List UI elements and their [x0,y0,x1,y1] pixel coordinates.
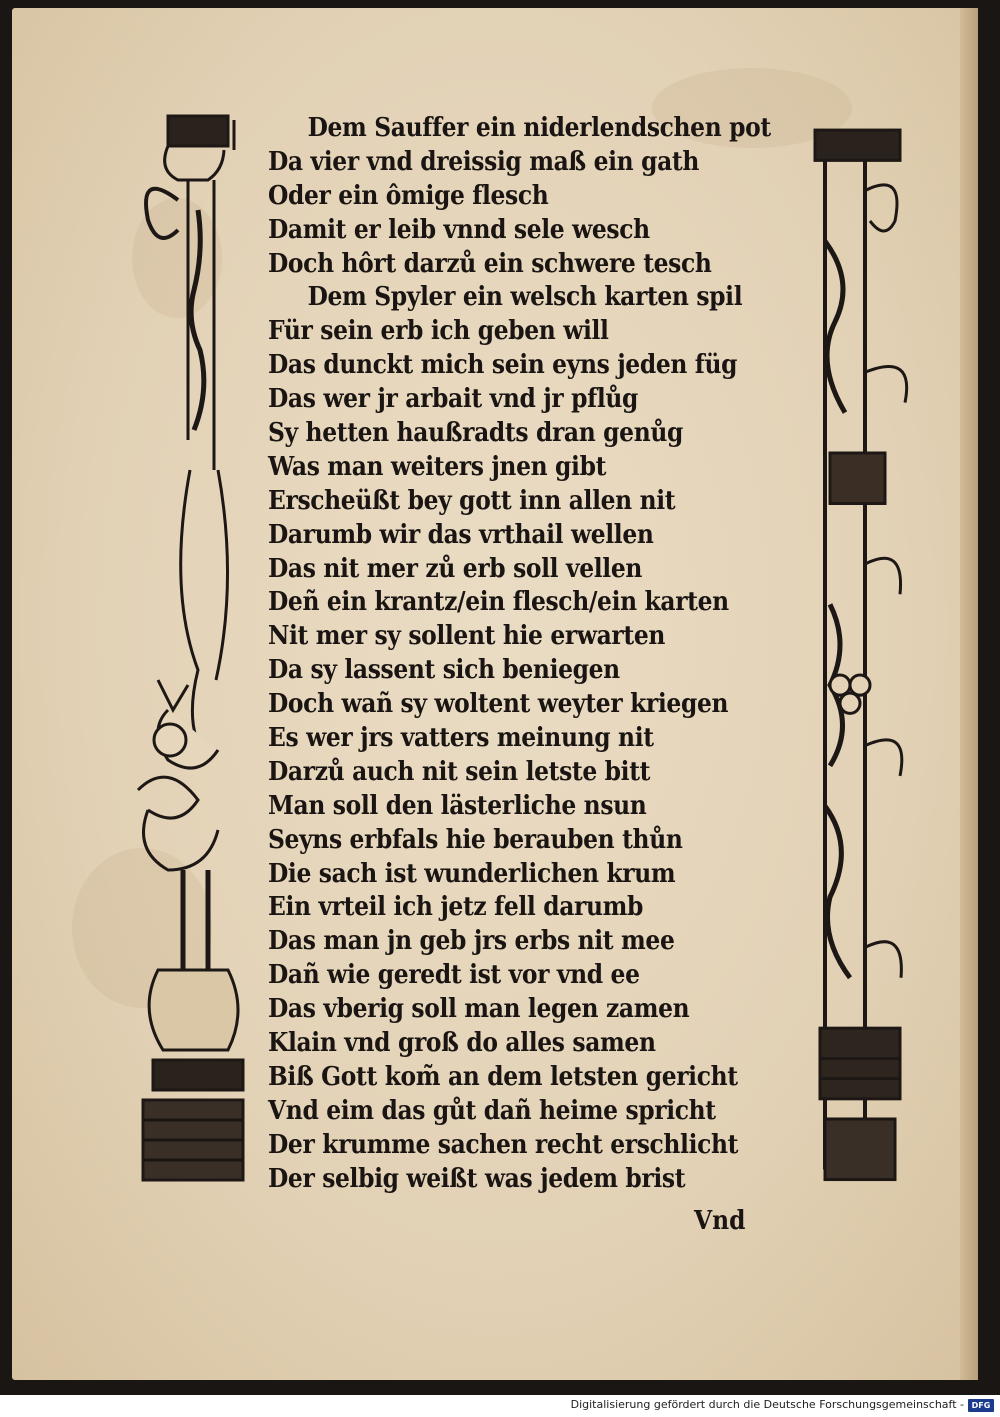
verse-line: Der selbig weißt was jedem brist [268,1163,686,1194]
right-woodcut-column [805,120,915,1230]
left-column-illustration [128,110,248,1220]
verse-line: Man soll den lästerliche nsun [268,790,647,821]
verse-line: Doch wañ sy woltent weyter kriegen [268,689,729,720]
verse-line: Dem Spyler ein welsch karten spil [307,282,743,313]
footer-credit: Digitalisierung gefördert durch die Deutsche Forschungsgemeinschaft - [570,1398,964,1411]
verse-line: Darumb wir das vrthail wellen [268,519,654,550]
verse-line: Doch hôrt darzů ein schwere tesch [268,248,712,279]
verse-line: Darzů auch nit sein letste bitt [268,756,651,787]
verse-line: Dañ wie geredt ist vor vnd ee [268,960,640,991]
verse-line: Das vberig soll man legen zamen [268,994,690,1025]
verse-line: Ein vrteil ich jetz fell darumb [268,892,644,923]
verse-line: Da sy lassent sich beniegen [268,655,620,686]
verse-line: Damit er leib vnnd sele wesch [268,214,650,245]
verse-line: Das dunckt mich sein eyns jeden füg [268,350,738,381]
verse-line: Seyns erbfals hie berauben thůn [268,824,683,855]
verse-line: Die sach ist wunderlichen krum [268,858,676,889]
verse-list [268,112,808,1197]
poem-text-block [268,112,808,1197]
verse-line: Da vier vnd dreissig maß ein gath [268,146,700,177]
verse-line: Das wer jr arbait vnd jr pflůg [268,384,639,415]
verse-line: Erscheüßt bey gott inn allen nit [268,485,676,516]
verse-line: Nit mer sy sollent hie erwarten [268,621,666,652]
verse-line: Es wer jrs vatters meinung nit [268,723,654,754]
verse-line: Das man jn geb jrs erbs nit mee [268,926,675,957]
page-edge [960,8,978,1380]
verse-line: Was man weiters jnen gibt [268,451,607,482]
verse-line: Dem Sauffer ein niderlendschen pot [307,113,771,143]
catchword: Vnd [694,1206,746,1236]
left-woodcut-column [128,110,248,1220]
verse-line: Der krumme sachen recht erschlicht [268,1129,739,1160]
verse-line: Sy hetten haußradts dran genůg [268,418,684,449]
verse-line: Für sein erb ich geben will [268,316,609,347]
verse-line: Vnd eim das gůt dañ heime spricht [268,1095,716,1126]
right-column-illustration [805,120,915,1230]
verse-line: Oder ein ômige flesch [268,180,549,211]
verse-line: Das nit mer zů erb soll vellen [268,553,643,584]
verse-line: Klain vnd groß do alles samen [268,1028,656,1059]
dfg-logo-icon[interactable]: DFG [968,1399,994,1412]
verse-line: Biß Gott kom̃ an dem letsten gericht [268,1061,738,1092]
digitization-footer [0,1395,1000,1417]
verse-line: Deñ ein krantz/ein flesch/ein karten [268,587,729,618]
